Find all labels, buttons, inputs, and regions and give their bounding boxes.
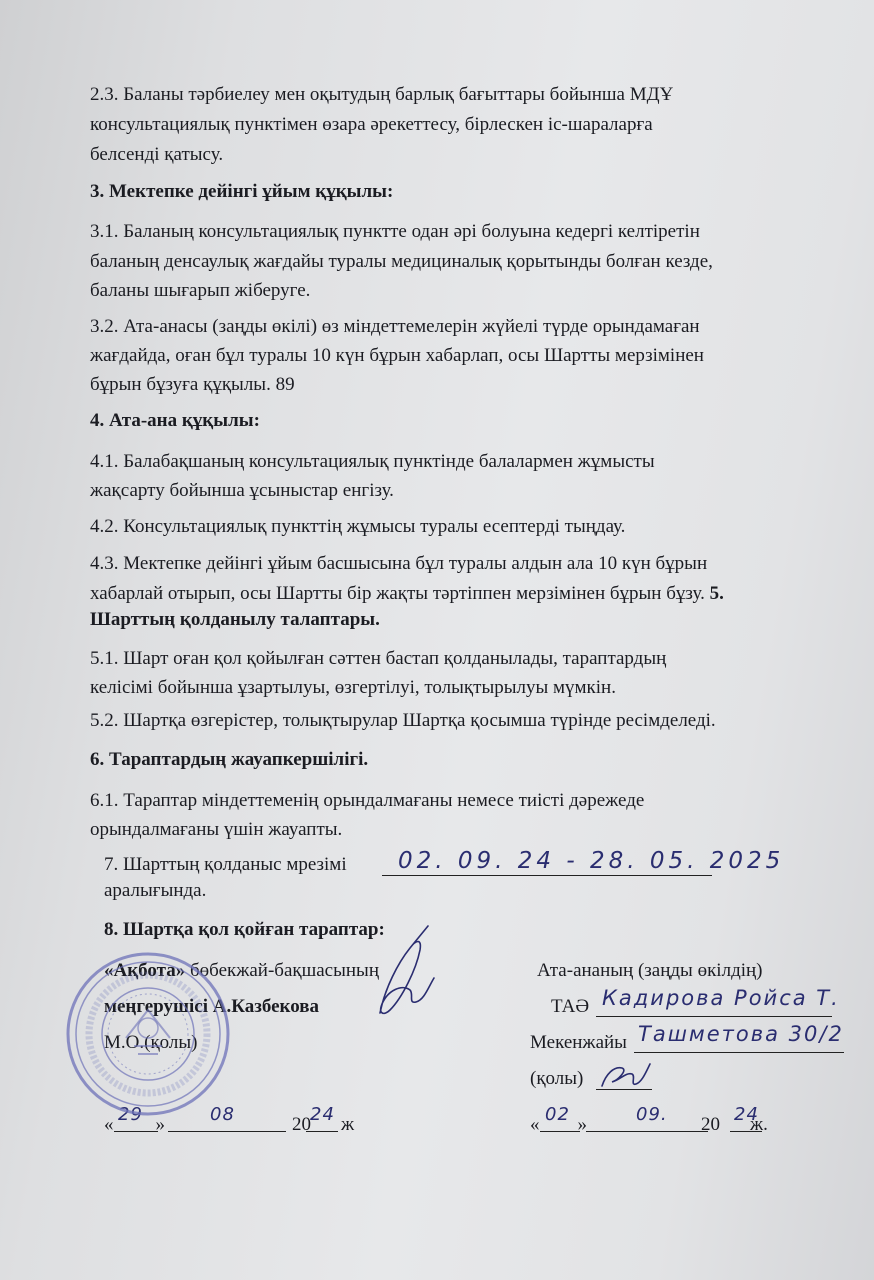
section-3-heading: 3. Мектепке дейінгі ұйым құқылы:	[90, 181, 394, 202]
right-month-handwritten: 09.	[636, 1104, 668, 1125]
clause-3-1-line-3: баланы шығарып жіберуге.	[90, 280, 311, 301]
clause-7-handwritten-period: 02. 09. 24 - 28. 05. 2025	[398, 848, 785, 874]
parent-address-underline	[634, 1052, 844, 1053]
parent-name-label: ТАӘ	[551, 996, 590, 1017]
clause-4-3-line-1: 4.3. Мектепке дейінгі ұйым басшысына бұл туралы алдын ала 10 күн бұрын	[90, 553, 708, 574]
section-5-heading: Шарттың қолданылу талаптары.	[90, 609, 380, 630]
clause-3-1-line-1: 3.1. Баланың консультациялық пунктте одан әрі болуына кедергі келтіретін	[90, 221, 700, 242]
clause-2-3-line-3: белсенді қатысу.	[90, 144, 224, 165]
clause-3-2-line-2: жағдайда, оған бұл туралы 10 күн бұрын хабарлап, осы Шартты мерзімінен	[90, 345, 704, 366]
left-year-handwritten: 24	[310, 1104, 335, 1125]
clause-5-1-line-2: келісімі бойынша ұзартылуы, өзгертілуі, толықтырылуы мүмкін.	[90, 677, 616, 698]
clause-2-3-line-2: консультациялық пунктімен өзара әрекеттесу, бірлескен іс-шараларға	[90, 114, 653, 135]
clause-4-2: 4.2. Консультациялық пункттің жұмысы туралы есептерді тыңдау.	[90, 516, 626, 537]
section-6-heading: 6. Тараптардың жауапкершілігі.	[90, 749, 369, 770]
clause-3-1-line-2: баланың денсаулық жағдайы туралы медициналық қорытынды болған кезде,	[90, 251, 713, 272]
clause-7-label: 7. Шарттың қолданыс мрезімі	[104, 854, 347, 875]
parent-address-label: Мекенжайы	[530, 1032, 627, 1053]
round-seal-icon	[64, 950, 232, 1118]
section-4-heading: 4. Ата-ана құқылы:	[90, 410, 260, 431]
clause-3-2-line-3: бұрын бұзуға құқылы. 89	[90, 374, 295, 395]
parent-signature-label: (қолы)	[530, 1068, 584, 1089]
left-day-underline	[114, 1131, 158, 1132]
section-8-heading: 8. Шартқа қол қойған тараптар:	[104, 919, 385, 940]
clause-5-2: 5.2. Шартқа өзгерістер, толықтырулар Шартқа қосымша түрінде ресімделеді.	[90, 710, 716, 731]
right-day-handwritten: 02	[545, 1104, 570, 1125]
stamp-label: М.О.(қолы)	[104, 1032, 198, 1053]
right-date-line: « » 20 ж.	[530, 1114, 768, 1135]
left-day-handwritten: 29	[118, 1104, 143, 1125]
parent-title: Ата-ананың (заңды өкілдің)	[537, 960, 763, 981]
right-month-underline	[586, 1131, 708, 1132]
clause-4-1-line-2: жақсарту бойынша ұсыныстар енгізу.	[90, 480, 394, 501]
clause-5-1-line-1: 5.1. Шарт оған қол қойылған сәттен бастап қолданылады, тараптардың	[90, 648, 667, 669]
clause-4-3-line-2: хабарлай отырып, осы Шартты бір жақты тәртіппен мерзімінен бұрын бұзу. 5.	[90, 583, 724, 604]
left-date-line: « » 20 ж	[104, 1114, 355, 1135]
parent-name-underline	[596, 1016, 832, 1017]
parent-address-handwritten: Ташметова 30/2	[638, 1022, 844, 1046]
clause-6-1-line-1: 6.1. Тараптар міндеттеменің орындалмағаны немесе тиісті дәрежеде	[90, 790, 645, 811]
left-month-underline	[168, 1131, 286, 1132]
clause-7-underline	[382, 875, 712, 876]
clause-4-1-line-1: 4.1. Балабақшаның консультациялық пунктінде балалармен жұмысты	[90, 451, 655, 472]
director-name: меңгерушісі А.Казбекова	[104, 996, 320, 1017]
left-year-underline	[306, 1131, 338, 1132]
section-5-number: 5.	[709, 583, 724, 604]
kindergarten-name: «Ақбота» бөбекжай-бақшасының	[104, 960, 379, 981]
parent-name-handwritten: Кадирова Ройса Т.	[602, 986, 840, 1010]
clause-2-3-line-1: 2.3. Баланы тәрбиелеу мен оқытудың барлық бағыттары бойынша МДҰ	[90, 84, 674, 105]
clause-3-2-line-1: 3.2. Ата-анасы (заңды өкілі) өз міндеттемелерін жүйелі түрде орындамаған	[90, 316, 700, 337]
right-year-handwritten: 24	[734, 1104, 759, 1125]
director-signature-icon	[350, 918, 450, 1028]
clause-7-tail: аралығында.	[104, 880, 207, 901]
right-year-underline	[730, 1131, 762, 1132]
clause-6-1-line-2: орындалмағаны үшін жауапты.	[90, 819, 343, 840]
parent-signature-icon	[596, 1060, 656, 1094]
right-day-underline	[540, 1131, 580, 1132]
left-month-handwritten: 08	[210, 1104, 235, 1125]
